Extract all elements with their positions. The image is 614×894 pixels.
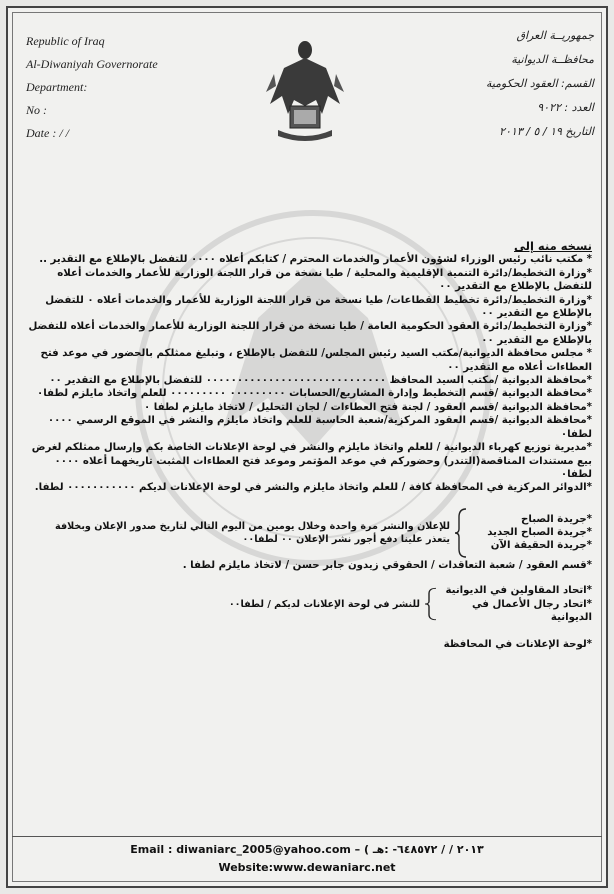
notice-board-line: *لوحة الإعلانات في المحافظة — [443, 639, 592, 651]
header-country: Republic of Iraq — [26, 34, 105, 48]
iraq-eagle-emblem-icon — [264, 34, 346, 144]
recipient-line: *وزارة التخطيط/دائرة العقود الحكومية العامة / طيا نسخة من قرار اللجنة الوزارية للأعمار والخدمات أعلاه للتفضل بالإطلاع مع التقدير ٠٠ — [28, 321, 592, 346]
header-arabic — [424, 24, 594, 144]
newspapers-group — [22, 507, 592, 559]
footer-website: Website:www.dewaniarc.net — [218, 861, 396, 874]
newspaper-list — [472, 513, 592, 553]
footer — [12, 836, 602, 882]
footer-contact: Email : diwaniarc_2005@yahoo.com – ( ٢٠١٣ / / ٦٤٨٥٧٢- :هـ — [130, 843, 484, 856]
unions-note: للنشر في لوحة الإعلانات لديكم / لطفا٠٠ — [228, 598, 420, 610]
copy-to-title: نسخه منه إلى — [514, 239, 592, 253]
header-number-ar: العدد : ٩٠٢٢ — [537, 101, 594, 114]
recipient-line: *محافظة الديوانية /قسم العقود / لجنة فتح العطاءات / لجان التحليل / لاتخاذ مايلزم لطفا ٠ — [144, 401, 592, 413]
recipient-line: *محافظة الديوانية /قسم التخطيط وإدارة المشاريع/الحسابات ٠٠٠٠٠٠٠٠٠ ٠٠٠٠٠٠٠٠٠ للعلم واتخاذ مايلزم لطفا٠ — [36, 388, 592, 400]
union-name: *اتحاد المقاولين في الديوانية — [445, 585, 592, 597]
recipient-line: *محافظة الديوانية /قسم العقود المركزية/شعبة الحاسبة للعلم واتخاذ مايلزم والنشر في الموقع الرسمي ٠٠٠٠ لطفا٠ — [47, 415, 592, 440]
recipient-line: *الدوائر المركزية في المحافظة كافة / للعلم واتخاذ مايلزم والنشر في لوحة الإعلانات لديكم ٠٠٠٠٠٠٠٠٠٠٠ لطفا. — [34, 482, 592, 494]
header-department: Department: — [26, 80, 88, 94]
newspapers-note — [22, 520, 450, 546]
recipient-line: * مجلس محافظة الديوانية/مكتب السيد رئيس المجلس/ للتفضل بالإطلاع ، وتبليغ ممثلكم بالحضور في موعد فتح العطاءات أعلاه مع التقدير ٠٠ — [40, 348, 592, 373]
unions-group — [22, 584, 592, 624]
union-name: *اتحاد رجال الأعمال في الديوانية — [471, 598, 592, 623]
header-governorate-ar: محافظــة الديوانية — [511, 53, 594, 66]
recipient-line: *مديرية توزيع كهرباء الديوانية / للعلم واتخاذ مايلزم والنشر في لوحة الإعلانات الخاصة بكم وإرسال ممثلكم لغرض بيع مستندات المناقصة(التندر) وحضوركم في موعد المؤتمر وموعد فتح العطاءات المثبت تاريخهما أعلاه ٠٠٠٠ لطفا٠ — [31, 442, 592, 480]
contracts-line: *قسم العقود / شعبة التعاقدات / الحقوقي زيدون جابر حسن / لاتخاذ مايلزم لطفا . — [182, 559, 592, 571]
brace-icon — [454, 507, 468, 559]
recipient-line: * مكتب نائب رئيس الوزراء لشؤون الأعمار والخدمات المحترم / كتابكم أعلاه ٠٠٠٠ للتفضل بالإطلاع مع التقدير .. — [39, 254, 592, 266]
header-date: Date : / / — [26, 126, 69, 140]
document-body — [22, 240, 592, 652]
newspapers-note-line: يتعذر علينا دفع أجور نشر الإعلان ٠٠ لطفا٠٠ — [242, 533, 450, 545]
newspapers-note-line: للإعلان والنشر مرة واحدة وخلال يومين من اليوم التالي لتاريخ صدور الإعلان وبخلافة — [55, 520, 450, 532]
recipient-line: *محافظة الديوانية /مكتب السيد المحافظ ٠٠٠٠٠٠٠٠٠٠٠٠٠٠٠٠٠٠٠٠٠٠٠٠٠٠٠٠٠ للتفضل بالإطلاع مع التقدير ٠٠ — [49, 375, 592, 387]
union-list — [442, 584, 592, 624]
header-english — [26, 30, 158, 145]
header-governorate: Al-Diwaniyah Governorate — [26, 57, 158, 71]
newspaper-name: *جريدة الحقيقة الآن — [490, 540, 592, 552]
header-country-ar: جمهوريــة العراق — [516, 29, 594, 42]
header-number: No : — [26, 103, 47, 117]
recipient-line: *وزارة التخطيط/دائرة تخطيط القطاعات/ طيا نسخة من قرار اللجنة الوزارية للأعمار والخدمات أعلاه ٠ للتفضل بالإطلاع مع التقدير ٠٠ — [45, 294, 592, 320]
document-page — [6, 6, 608, 888]
newspaper-name: *جريدة الصباح الجديد — [487, 527, 592, 539]
brace-icon — [424, 587, 438, 621]
header-department-ar: القسم: العقود الحكومية — [485, 77, 594, 90]
newspaper-name: *جريدة الصباح — [521, 513, 592, 525]
recipient-line: *وزارة التخطيط/دائرة التنمية الإقليمية والمحلية / طيا نسخة من قرار اللجنة الوزارية للأعمار والخدمات أعلاه للتفضل بالإطلاع مع التقدير ٠٠ — [57, 267, 592, 293]
header-date-ar: التاريخ ١٩ / ٥ / ٢٠١٣ — [499, 125, 594, 138]
